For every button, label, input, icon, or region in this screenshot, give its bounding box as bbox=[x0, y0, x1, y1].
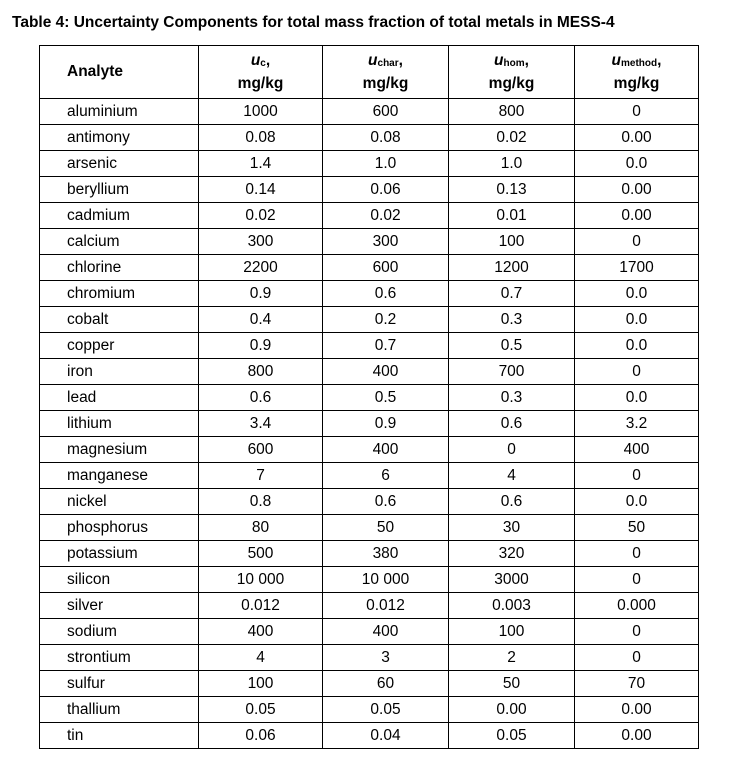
cell-uchar: 10 000 bbox=[323, 567, 449, 593]
cell-uhom: 0.5 bbox=[449, 333, 575, 359]
table-row bbox=[40, 99, 699, 125]
cell-umethod: 400 bbox=[575, 437, 699, 463]
cell-uhom: 0.02 bbox=[449, 125, 575, 151]
cell-umethod: 0.00 bbox=[575, 203, 699, 229]
cell-uhom: 320 bbox=[449, 541, 575, 567]
cell-uhom: 0.3 bbox=[449, 307, 575, 333]
cell-analyte: cadmium bbox=[40, 203, 199, 229]
cell-uchar: 0.2 bbox=[323, 307, 449, 333]
cell-umethod: 0 bbox=[575, 567, 699, 593]
cell-uchar: 0.08 bbox=[323, 125, 449, 151]
cell-umethod: 0.0 bbox=[575, 333, 699, 359]
header-uhom-unit: mg/kg bbox=[488, 74, 535, 92]
cell-uhom: 1.0 bbox=[449, 151, 575, 177]
header-umethod-subscript: method bbox=[621, 57, 658, 69]
cell-uhom: 0.6 bbox=[449, 489, 575, 515]
cell-uc: 2200 bbox=[199, 255, 323, 281]
cell-uc: 100 bbox=[199, 671, 323, 697]
header-uchar-subscript: char bbox=[377, 57, 399, 69]
cell-uc: 0.9 bbox=[199, 281, 323, 307]
table-row bbox=[40, 177, 699, 203]
cell-analyte: potassium bbox=[40, 541, 199, 567]
header-uhom-symbol: u bbox=[494, 51, 504, 69]
cell-umethod: 50 bbox=[575, 515, 699, 541]
cell-uc: 0.8 bbox=[199, 489, 323, 515]
table-row bbox=[40, 437, 699, 463]
cell-uhom: 1200 bbox=[449, 255, 575, 281]
cell-uhom: 3000 bbox=[449, 567, 575, 593]
cell-umethod: 0.00 bbox=[575, 125, 699, 151]
cell-analyte: sulfur bbox=[40, 671, 199, 697]
cell-uhom: 100 bbox=[449, 619, 575, 645]
header-uchar-unit: mg/kg bbox=[362, 74, 409, 92]
header-uchar: uchar, mg/kg bbox=[323, 46, 449, 99]
cell-umethod: 3.2 bbox=[575, 411, 699, 437]
cell-uchar: 0.012 bbox=[323, 593, 449, 619]
uncertainty-table bbox=[39, 45, 699, 749]
table-row bbox=[40, 255, 699, 281]
cell-uhom: 0.003 bbox=[449, 593, 575, 619]
cell-uhom: 0.6 bbox=[449, 411, 575, 437]
cell-uchar: 3 bbox=[323, 645, 449, 671]
cell-uc: 600 bbox=[199, 437, 323, 463]
cell-analyte: lead bbox=[40, 385, 199, 411]
table-title: Table 4: Uncertainty Components for total mass fraction of total metals in MESS-4 bbox=[12, 14, 615, 31]
cell-umethod: 0.0 bbox=[575, 385, 699, 411]
table-row bbox=[40, 411, 699, 437]
header-umethod: umethod, mg/kg bbox=[575, 46, 699, 99]
cell-uc: 800 bbox=[199, 359, 323, 385]
cell-uchar: 0.5 bbox=[323, 385, 449, 411]
cell-uhom: 50 bbox=[449, 671, 575, 697]
cell-uchar: 0.6 bbox=[323, 281, 449, 307]
cell-analyte: copper bbox=[40, 333, 199, 359]
header-uc-subscript: c bbox=[260, 57, 266, 69]
header-umethod-symbol: u bbox=[611, 51, 622, 69]
cell-uhom: 4 bbox=[449, 463, 575, 489]
cell-uchar: 600 bbox=[323, 99, 449, 125]
table-row bbox=[40, 671, 699, 697]
table-row bbox=[40, 541, 699, 567]
cell-uc: 0.05 bbox=[199, 697, 323, 723]
cell-analyte: cobalt bbox=[40, 307, 199, 333]
table-row bbox=[40, 515, 699, 541]
cell-uhom: 2 bbox=[449, 645, 575, 671]
cell-uhom: 0.3 bbox=[449, 385, 575, 411]
cell-umethod: 1700 bbox=[575, 255, 699, 281]
cell-uhom: 100 bbox=[449, 229, 575, 255]
header-uc: uc, mg/kg bbox=[199, 46, 323, 99]
cell-umethod: 0 bbox=[575, 645, 699, 671]
cell-uchar: 400 bbox=[323, 359, 449, 385]
cell-analyte: phosphorus bbox=[40, 515, 199, 541]
cell-uchar: 400 bbox=[323, 619, 449, 645]
table-row bbox=[40, 385, 699, 411]
cell-analyte: nickel bbox=[40, 489, 199, 515]
cell-analyte: sodium bbox=[40, 619, 199, 645]
table-row bbox=[40, 333, 699, 359]
cell-analyte: manganese bbox=[40, 463, 199, 489]
header-uc-symbol: u bbox=[250, 51, 261, 69]
header-uchar-symbol: u bbox=[368, 51, 378, 69]
cell-uc: 0.4 bbox=[199, 307, 323, 333]
cell-uchar: 380 bbox=[323, 541, 449, 567]
cell-analyte: calcium bbox=[40, 229, 199, 255]
cell-uhom: 0.01 bbox=[449, 203, 575, 229]
cell-uc: 0.02 bbox=[199, 203, 323, 229]
cell-analyte: silicon bbox=[40, 567, 199, 593]
cell-umethod: 70 bbox=[575, 671, 699, 697]
cell-analyte: chlorine bbox=[40, 255, 199, 281]
cell-uchar: 0.02 bbox=[323, 203, 449, 229]
header-uhom-subscript: hom bbox=[503, 57, 525, 69]
cell-uhom: 700 bbox=[449, 359, 575, 385]
table-row bbox=[40, 645, 699, 671]
cell-uc: 1000 bbox=[199, 99, 323, 125]
cell-analyte: tin bbox=[40, 723, 199, 749]
cell-uhom: 30 bbox=[449, 515, 575, 541]
cell-analyte: magnesium bbox=[40, 437, 199, 463]
cell-uhom: 0.05 bbox=[449, 723, 575, 749]
cell-umethod: 0 bbox=[575, 99, 699, 125]
cell-uhom: 0.00 bbox=[449, 697, 575, 723]
cell-uchar: 400 bbox=[323, 437, 449, 463]
table-row bbox=[40, 359, 699, 385]
cell-analyte: aluminium bbox=[40, 99, 199, 125]
table-row bbox=[40, 567, 699, 593]
cell-umethod: 0.00 bbox=[575, 697, 699, 723]
cell-umethod: 0 bbox=[575, 541, 699, 567]
cell-uc: 0.6 bbox=[199, 385, 323, 411]
cell-umethod: 0.0 bbox=[575, 307, 699, 333]
header-row bbox=[40, 46, 699, 99]
table-body bbox=[40, 99, 699, 749]
cell-analyte: arsenic bbox=[40, 151, 199, 177]
cell-uchar: 6 bbox=[323, 463, 449, 489]
cell-uchar: 0.6 bbox=[323, 489, 449, 515]
table-row bbox=[40, 203, 699, 229]
header-uc-unit: mg/kg bbox=[237, 74, 284, 92]
table-row bbox=[40, 125, 699, 151]
cell-uhom: 0.13 bbox=[449, 177, 575, 203]
cell-umethod: 0 bbox=[575, 359, 699, 385]
cell-umethod: 0.0 bbox=[575, 489, 699, 515]
cell-uchar: 0.05 bbox=[323, 697, 449, 723]
cell-uchar: 0.04 bbox=[323, 723, 449, 749]
cell-uc: 500 bbox=[199, 541, 323, 567]
table-row bbox=[40, 489, 699, 515]
cell-umethod: 0.0 bbox=[575, 151, 699, 177]
header-analyte: Analyte bbox=[40, 46, 199, 99]
cell-uc: 0.14 bbox=[199, 177, 323, 203]
cell-umethod: 0 bbox=[575, 619, 699, 645]
cell-umethod: 0.00 bbox=[575, 177, 699, 203]
cell-uchar: 300 bbox=[323, 229, 449, 255]
table-row bbox=[40, 723, 699, 749]
cell-uc: 7 bbox=[199, 463, 323, 489]
cell-uhom: 0 bbox=[449, 437, 575, 463]
cell-uchar: 1.0 bbox=[323, 151, 449, 177]
table-row bbox=[40, 281, 699, 307]
cell-uchar: 600 bbox=[323, 255, 449, 281]
cell-uc: 400 bbox=[199, 619, 323, 645]
table-row bbox=[40, 593, 699, 619]
cell-umethod: 0 bbox=[575, 229, 699, 255]
cell-analyte: silver bbox=[40, 593, 199, 619]
cell-umethod: 0.000 bbox=[575, 593, 699, 619]
cell-uhom: 0.7 bbox=[449, 281, 575, 307]
header-uhom: uhom, mg/kg bbox=[449, 46, 575, 99]
cell-uchar: 50 bbox=[323, 515, 449, 541]
cell-uc: 0.9 bbox=[199, 333, 323, 359]
cell-uhom: 800 bbox=[449, 99, 575, 125]
cell-analyte: chromium bbox=[40, 281, 199, 307]
table-row bbox=[40, 151, 699, 177]
header-umethod-unit: mg/kg bbox=[613, 74, 660, 92]
cell-uc: 4 bbox=[199, 645, 323, 671]
table-row bbox=[40, 697, 699, 723]
cell-uchar: 0.06 bbox=[323, 177, 449, 203]
table-row bbox=[40, 307, 699, 333]
cell-umethod: 0 bbox=[575, 463, 699, 489]
table-row bbox=[40, 619, 699, 645]
cell-uc: 300 bbox=[199, 229, 323, 255]
table-row bbox=[40, 229, 699, 255]
cell-analyte: strontium bbox=[40, 645, 199, 671]
cell-analyte: antimony bbox=[40, 125, 199, 151]
cell-uc: 3.4 bbox=[199, 411, 323, 437]
cell-uc: 10 000 bbox=[199, 567, 323, 593]
cell-uc: 1.4 bbox=[199, 151, 323, 177]
cell-umethod: 0.0 bbox=[575, 281, 699, 307]
cell-analyte: iron bbox=[40, 359, 199, 385]
table-row bbox=[40, 463, 699, 489]
cell-uchar: 0.7 bbox=[323, 333, 449, 359]
cell-umethod: 0.00 bbox=[575, 723, 699, 749]
cell-uchar: 0.9 bbox=[323, 411, 449, 437]
cell-analyte: beryllium bbox=[40, 177, 199, 203]
cell-uc: 0.012 bbox=[199, 593, 323, 619]
cell-uc: 80 bbox=[199, 515, 323, 541]
cell-uchar: 60 bbox=[323, 671, 449, 697]
cell-analyte: lithium bbox=[40, 411, 199, 437]
cell-analyte: thallium bbox=[40, 697, 199, 723]
cell-uc: 0.06 bbox=[199, 723, 323, 749]
cell-uc: 0.08 bbox=[199, 125, 323, 151]
